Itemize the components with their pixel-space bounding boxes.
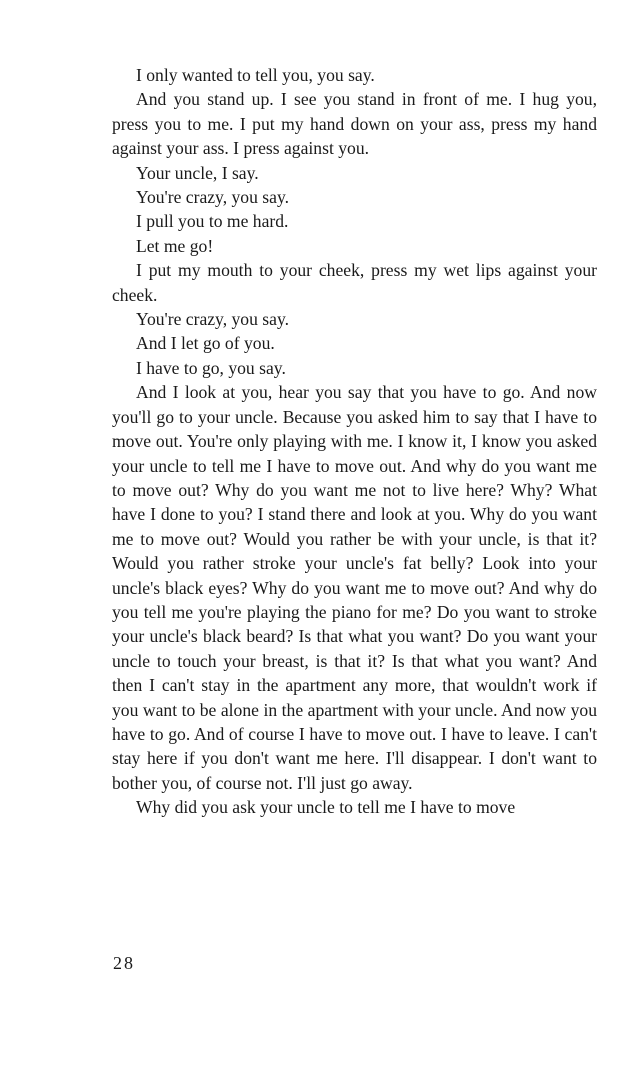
paragraph: And I let go of you.: [136, 333, 275, 354]
page-number: 28: [113, 953, 135, 973]
paragraph: I pull you to me hard.: [136, 211, 289, 232]
paragraph: And you stand up. I see you stand in front of me. I hug you, press you to me. I put my hand down on your ass, press my hand against your ass. I press against you.: [112, 89, 597, 159]
paragraph: Let me go!: [136, 235, 214, 256]
body-text: [112, 63, 597, 820]
paragraph: I put my mouth to your cheek, press my wet lips against your cheek.: [112, 260, 597, 305]
paragraph-continued: Why did you ask your uncle to tell me I have to move: [136, 797, 516, 818]
paragraph: Your uncle, I say.: [136, 162, 259, 183]
paragraph: And I look at you, hear you say that you have to go. And now you'll go to your uncle. Because you asked him to say that I have to move out. You're only playing with me. I know it, I know you asked your uncle to tell me I have to move out. And why do you want me to move out? Why do you want me not to live here? Why? What have I done to you? I stand there and look at you. Why do you want me to move out? Would you rather be with your uncle, is that it? Would you rather stroke your uncle's fat belly? Look into your uncle's black eyes? Why do you want me to move out? And why do you tell me you're playing the piano for me? Do you want to stroke your uncle's black beard? Is that what you want? Do you want your uncle to touch your breast, is that it? Is that what you want? And then I can't stay in the apartment any more, that wouldn't work if you want to be alone in the apartment with your uncle. And now you have to go. And of course I have to move out. I have to leave. I can't stay here if you don't want me here. I'll disappear. I don't want to bother you, of course not. I'll just go away.: [112, 382, 597, 793]
paragraph: I only wanted to tell you, you say.: [136, 65, 375, 85]
paragraph: You're crazy, you say.: [136, 309, 290, 330]
paragraph: I have to go, you say.: [136, 357, 286, 378]
paragraph: You're crazy, you say.: [136, 187, 290, 208]
